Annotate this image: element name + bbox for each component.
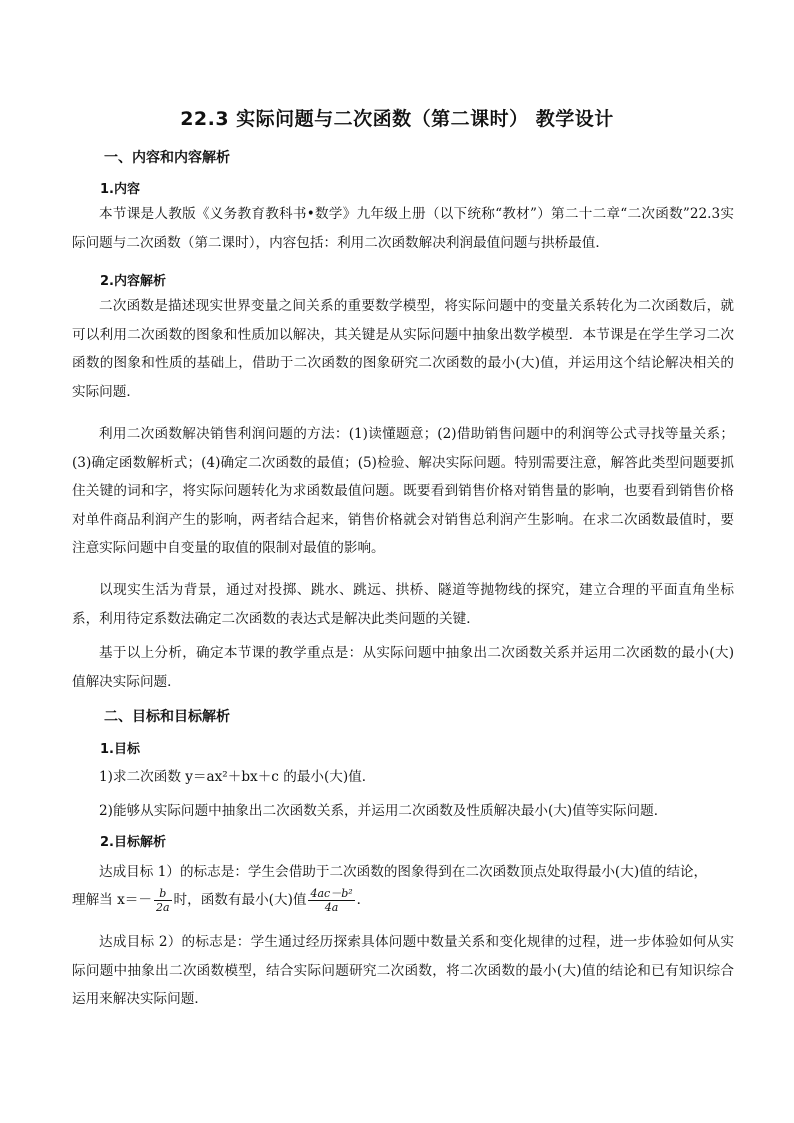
paragraph-analysis-3: 以现实生活为背景，通过对投掷、跳水、跳远、拱桥、隧道等抛物线的探究，建立合理的平面直角坐标系，利用待定系数法确定二次函数的表达式是解决此类问题的关键． [72, 582, 734, 627]
goal-2: 2)能够从实际问题中抽象出二次函数关系，并运用二次函数及性质解决最小(大)值等实际问题． [99, 803, 668, 819]
fraction-b-over-2a [154, 887, 172, 914]
paragraph-analysis-4: 基于以上分析，确定本节课的教学重点是：从实际问题中抽象出二次函数关系并运用二次函数的最小(大)值解决实际问题． [72, 645, 734, 690]
vertex-text-end: ． [356, 892, 371, 908]
subheading-content-analysis: 2.内容解析 [100, 274, 166, 289]
goal-analysis-2: 达成目标 2）的标志是：学生通过经历探索具体问题中数量关系和变化规律的过程，进一步体验如何从实际问题中抽象出二次函数模型，结合实际问题研究二次函数，将二次函数的最小(大)值的结论和已有知识综合运用来解决实际问题． [72, 934, 734, 1007]
fraction-denominator: 4a [324, 901, 339, 914]
subheading-goal-analysis: 2.目标解析 [100, 835, 166, 850]
fraction-numerator: 4ac－b² [310, 887, 353, 900]
goal-1: 1)求二次函数 y＝ax²＋bx＋c 的最小(大)值． [99, 769, 376, 785]
fraction-extremum [308, 887, 354, 914]
fraction-numerator: b [154, 887, 172, 901]
subheading-goals: 1.目标 [100, 742, 140, 757]
goal-analysis-1-line1: 达成目标 1）的标志是：学生会借助于二次函数的图象得到在二次函数顶点处取得最小(大)值的结论， [99, 864, 708, 880]
section-heading-goals: 二、目标和目标解析 [104, 709, 230, 725]
goal-analysis-1-line2 [72, 887, 370, 914]
section-heading-content: 一、内容和内容解析 [104, 150, 230, 166]
vertex-text-middle: 时，函数有最小(大)值 [173, 892, 307, 908]
document-title: 22.3 实际问题与二次函数（第二课时） 教学设计 [180, 108, 614, 130]
paragraph-analysis-2: 利用二次函数解决销售利润问题的方法：(1)读懂题意；(2)借助销售问题中的利润等公式寻找等量关系；(3)确定函数解析式；(4)确定二次函数的最值；(5)检验、解决实际问题。特别需要注意，解答此类型问题要抓住关键的词和字，将实际问题转化为求函数最值问题。既要看到销售价格对销售量的影响，也要看到销售价格对单件商品利润产生的影响，两者结合起来，销售价格就会对销售总利润产生影响。在求二次函数最值时，要注意实际问题中自变量的取值的限制对最值的影响。 [72, 426, 734, 556]
paragraph-analysis-1: 二次函数是描述现实世界变量之间关系的重要数学模型，将实际问题中的变量关系转化为二次函数后，就可以利用二次函数的图象和性质加以解决，其关键是从实际问题中抽象出数学模型．本节课是在学生学习二次函数的图象和性质的基础上，借助于二次函数的图象研究二次函数的最小(大)值，并运用这个结论解决相关的实际问题． [72, 298, 734, 400]
fraction-denominator: 2a [155, 901, 170, 914]
paragraph-content: 本节课是人教版《义务教育教科书•数学》九年级上册（以下统称“教材”）第二十二章“二次函数”22.3实际问题与二次函数（第二课时），内容包括：利用二次函数解决利润最值问题与拱桥最值． [72, 206, 734, 251]
vertex-text-prefix: 理解当 x＝－ [72, 892, 152, 908]
subheading-content: 1.内容 [100, 182, 140, 197]
